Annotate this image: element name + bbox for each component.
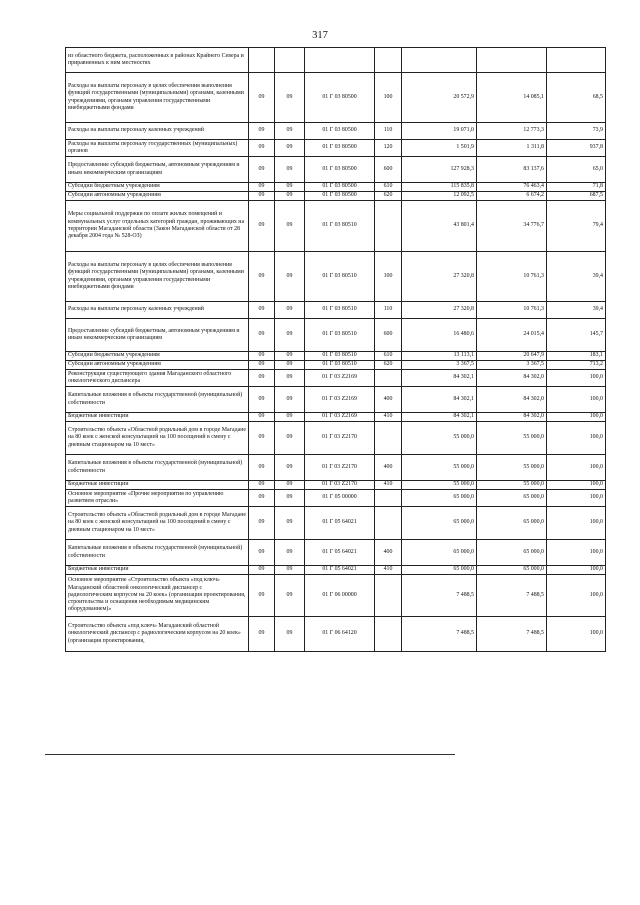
cell-fact: 55 000,0 <box>477 422 547 455</box>
cell-target-article: 01 Г 06 64120 <box>305 617 375 652</box>
cell-expense-type: 610 <box>375 183 402 192</box>
table-row <box>66 387 606 413</box>
cell-target-article <box>305 48 375 73</box>
cell-target-article: 01 Г 06 00000 <box>305 575 375 617</box>
table-row <box>66 370 606 387</box>
cell-fact: 10 761,3 <box>477 302 547 319</box>
table-row <box>66 48 606 73</box>
cell-name: Расходы на выплаты персоналу в целях обеспечения выполнения функций государственными (муниципальными) органами, казенными учреждениями, органами управления государственными внебюджетными фондами <box>66 252 249 302</box>
cell-subsection: 09 <box>275 352 305 361</box>
cell-expense-type: 620 <box>375 361 402 370</box>
cell-name: Строительство объекта «Областной родильный дом в городе Магадане на 80 коек с женской консультацией на 100 посещений в смену с дневным стационаром на 10 мест» <box>66 422 249 455</box>
cell-plan: 65 000,0 <box>402 490 477 507</box>
cell-fact: 14 085,1 <box>477 73 547 123</box>
table-row <box>66 183 606 192</box>
cell-section: 09 <box>249 422 275 455</box>
cell-section: 09 <box>249 507 275 540</box>
cell-section: 09 <box>249 157 275 183</box>
cell-name: Бюджетные инвестиции <box>66 481 249 490</box>
cell-expense-type: 110 <box>375 302 402 319</box>
cell-percent: 100,0 <box>547 507 606 540</box>
cell-target-article: 01 Г 03 Z2169 <box>305 413 375 422</box>
cell-section: 09 <box>249 413 275 422</box>
cell-expense-type: 410 <box>375 413 402 422</box>
cell-expense-type <box>375 507 402 540</box>
cell-plan <box>402 48 477 73</box>
cell-subsection: 09 <box>275 370 305 387</box>
cell-target-article: 01 Г 03 80500 <box>305 140 375 157</box>
cell-name: Меры социальной поддержки по оплате жилых помещений и коммунальных услуг отдельных категорий граждан, проживающих на территории Магаданской области (Закон Магаданской области от 28 декабря 2004 года № 528-ОЗ) <box>66 201 249 252</box>
cell-target-article: 01 Г 03 80500 <box>305 183 375 192</box>
cell-target-article: 01 Г 03 Z2170 <box>305 455 375 481</box>
cell-plan: 1 501,9 <box>402 140 477 157</box>
cell-section: 09 <box>249 370 275 387</box>
cell-percent: 100,0 <box>547 617 606 652</box>
table-row <box>66 413 606 422</box>
cell-fact: 55 000,0 <box>477 481 547 490</box>
cell-target-article: 01 Г 03 80510 <box>305 352 375 361</box>
cell-percent: 39,4 <box>547 302 606 319</box>
cell-section <box>249 48 275 73</box>
cell-target-article: 01 Г 03 Z2170 <box>305 481 375 490</box>
table-row <box>66 455 606 481</box>
cell-expense-type: 410 <box>375 481 402 490</box>
cell-section: 09 <box>249 140 275 157</box>
table-row <box>66 252 606 302</box>
cell-target-article: 01 Г 03 Z2169 <box>305 370 375 387</box>
cell-expense-type: 110 <box>375 123 402 140</box>
table-row <box>66 575 606 617</box>
cell-fact: 24 015,4 <box>477 319 547 352</box>
cell-section: 09 <box>249 123 275 140</box>
cell-name: Субсидии бюджетным учреждениям <box>66 183 249 192</box>
cell-plan: 84 302,1 <box>402 413 477 422</box>
cell-section: 09 <box>249 617 275 652</box>
cell-fact: 84 302,0 <box>477 387 547 413</box>
cell-percent <box>547 48 606 73</box>
cell-fact: 84 302,0 <box>477 413 547 422</box>
table-row <box>66 507 606 540</box>
cell-expense-type <box>375 370 402 387</box>
cell-subsection: 09 <box>275 575 305 617</box>
cell-section: 09 <box>249 201 275 252</box>
cell-subsection: 09 <box>275 422 305 455</box>
cell-percent: 100,0 <box>547 455 606 481</box>
cell-plan: 65 000,0 <box>402 540 477 566</box>
cell-plan: 27 320,8 <box>402 302 477 319</box>
cell-percent: 71,8 <box>547 183 606 192</box>
cell-expense-type <box>375 617 402 652</box>
cell-fact: 83 137,6 <box>477 157 547 183</box>
cell-target-article: 01 Г 03 80510 <box>305 302 375 319</box>
cell-percent: 73,9 <box>547 123 606 140</box>
table-row <box>66 302 606 319</box>
table-row <box>66 140 606 157</box>
cell-expense-type: 400 <box>375 387 402 413</box>
cell-subsection: 09 <box>275 617 305 652</box>
cell-name: Расходы на выплаты персоналу казенных учреждений <box>66 302 249 319</box>
table-row <box>66 490 606 507</box>
cell-expense-type <box>375 201 402 252</box>
cell-fact: 65 000,0 <box>477 490 547 507</box>
cell-section: 09 <box>249 73 275 123</box>
cell-percent: 937,8 <box>547 140 606 157</box>
cell-expense-type: 610 <box>375 352 402 361</box>
cell-expense-type: 600 <box>375 157 402 183</box>
cell-percent: 65,0 <box>547 157 606 183</box>
cell-plan: 7 488,5 <box>402 575 477 617</box>
cell-section: 09 <box>249 575 275 617</box>
cell-plan: 27 320,8 <box>402 252 477 302</box>
cell-section: 09 <box>249 302 275 319</box>
cell-expense-type <box>375 422 402 455</box>
cell-target-article: 01 Г 03 Z2169 <box>305 387 375 413</box>
cell-fact: 20 647,9 <box>477 352 547 361</box>
cell-subsection: 09 <box>275 507 305 540</box>
cell-percent: 100,0 <box>547 422 606 455</box>
cell-percent: 100,0 <box>547 490 606 507</box>
cell-subsection: 09 <box>275 192 305 201</box>
cell-expense-type: 100 <box>375 73 402 123</box>
cell-name: Бюджетные инвестиции <box>66 566 249 575</box>
cell-plan: 84 302,1 <box>402 387 477 413</box>
cell-name: Капитальные вложения в объекты государственной (муниципальной) собственности <box>66 455 249 481</box>
table-row <box>66 566 606 575</box>
cell-name: Субсидии автономным учреждениям <box>66 361 249 370</box>
table-row <box>66 192 606 201</box>
cell-target-article: 01 Г 03 80510 <box>305 361 375 370</box>
cell-expense-type: 120 <box>375 140 402 157</box>
cell-subsection: 09 <box>275 123 305 140</box>
cell-target-article: 01 Г 03 80500 <box>305 192 375 201</box>
cell-percent: 100,0 <box>547 413 606 422</box>
cell-fact: 12 773,3 <box>477 123 547 140</box>
cell-section: 09 <box>249 361 275 370</box>
cell-name: Основное мероприятие «Прочие мероприятия по управлению развитием отрасли» <box>66 490 249 507</box>
cell-fact: 3 367,5 <box>477 361 547 370</box>
cell-target-article: 01 Г 03 80500 <box>305 157 375 183</box>
cell-name: Капитальные вложения в объекты государственной (муниципальной) собственности <box>66 387 249 413</box>
table-row <box>66 352 606 361</box>
cell-plan: 3 367,5 <box>402 361 477 370</box>
cell-name: Субсидии бюджетным учреждениям <box>66 352 249 361</box>
cell-percent: 100,0 <box>547 575 606 617</box>
cell-fact: 76 463,4 <box>477 183 547 192</box>
table-row <box>66 123 606 140</box>
cell-target-article: 01 Г 05 64021 <box>305 566 375 575</box>
cell-target-article: 01 Г 03 80510 <box>305 319 375 352</box>
cell-name: Расходы на выплаты персоналу казенных учреждений <box>66 123 249 140</box>
cell-plan: 20 572,9 <box>402 73 477 123</box>
cell-subsection: 09 <box>275 157 305 183</box>
cell-target-article: 01 Г 03 80510 <box>305 252 375 302</box>
cell-percent: 100,0 <box>547 387 606 413</box>
cell-section: 09 <box>249 352 275 361</box>
cell-target-article: 01 Г 03 80500 <box>305 123 375 140</box>
cell-percent: 79,4 <box>547 201 606 252</box>
cell-subsection: 09 <box>275 413 305 422</box>
cell-name: Капитальные вложения в объекты государственной (муниципальной) собственности <box>66 540 249 566</box>
cell-target-article: 01 Г 05 00000 <box>305 490 375 507</box>
cell-name: из областного бюджета, расположенных в районах Крайнего Севера и приравненных к ним местностях <box>66 48 249 73</box>
cell-expense-type: 400 <box>375 540 402 566</box>
cell-expense-type <box>375 48 402 73</box>
cell-name: Строительство объекта «под ключ» Магаданский областной онкологический диспансер с радиологическим корпусом на 20 коек» (организация проектирования, <box>66 617 249 652</box>
cell-fact: 7 488,5 <box>477 617 547 652</box>
cell-plan: 115 835,8 <box>402 183 477 192</box>
cell-subsection: 09 <box>275 140 305 157</box>
cell-section: 09 <box>249 455 275 481</box>
table-row <box>66 361 606 370</box>
table-row <box>66 540 606 566</box>
cell-name: Реконструкция существующего здания Магаданского областного онкологического диспансера <box>66 370 249 387</box>
cell-expense-type: 620 <box>375 192 402 201</box>
cell-fact <box>477 48 547 73</box>
cell-fact: 84 302,0 <box>477 370 547 387</box>
cell-expense-type: 100 <box>375 252 402 302</box>
cell-subsection: 09 <box>275 540 305 566</box>
cell-expense-type: 410 <box>375 566 402 575</box>
cell-section: 09 <box>249 490 275 507</box>
cell-target-article: 01 Г 05 64021 <box>305 540 375 566</box>
cell-section: 09 <box>249 540 275 566</box>
cell-section: 09 <box>249 387 275 413</box>
cell-section: 09 <box>249 252 275 302</box>
table-row <box>66 73 606 123</box>
cell-name: Строительство объекта «Областной родильный дом в городе Магадане на 80 коек с женской консультацией на 100 посещений в смену с дневным стационаром на 10 мест» <box>66 507 249 540</box>
cell-percent: 183,1 <box>547 352 606 361</box>
cell-name: Расходы на выплаты персоналу в целях обеспечения выполнения функций государственными (муниципальными) органами, казенными учреждениями, органами управления государственными внебюджетными фондами <box>66 73 249 123</box>
cell-subsection: 09 <box>275 252 305 302</box>
footer-rule <box>45 754 455 755</box>
cell-plan: 43 801,4 <box>402 201 477 252</box>
cell-expense-type: 600 <box>375 319 402 352</box>
cell-fact: 1 311,8 <box>477 140 547 157</box>
cell-subsection: 09 <box>275 481 305 490</box>
cell-name: Субсидии автономным учреждениям <box>66 192 249 201</box>
cell-percent: 68,5 <box>547 73 606 123</box>
cell-section: 09 <box>249 566 275 575</box>
cell-plan: 55 000,0 <box>402 422 477 455</box>
cell-name: Предоставление субсидий бюджетным, автономным учреждениям и иным некоммерческим организациям <box>66 319 249 352</box>
cell-plan: 65 000,0 <box>402 566 477 575</box>
cell-subsection: 09 <box>275 73 305 123</box>
cell-subsection: 09 <box>275 455 305 481</box>
table-row <box>66 617 606 652</box>
table-row <box>66 201 606 252</box>
cell-percent: 145,7 <box>547 319 606 352</box>
cell-plan: 16 480,6 <box>402 319 477 352</box>
cell-expense-type <box>375 490 402 507</box>
cell-fact: 65 000,0 <box>477 540 547 566</box>
cell-subsection: 09 <box>275 302 305 319</box>
cell-plan: 12 092,5 <box>402 192 477 201</box>
cell-section: 09 <box>249 481 275 490</box>
cell-target-article: 01 Г 03 80500 <box>305 73 375 123</box>
cell-plan: 127 928,3 <box>402 157 477 183</box>
cell-name: Бюджетные инвестиции <box>66 413 249 422</box>
table-row <box>66 481 606 490</box>
cell-name: Предоставление субсидий бюджетным, автономным учреждениям и иным некоммерческим организациям <box>66 157 249 183</box>
cell-percent: 100,0 <box>547 566 606 575</box>
cell-subsection: 09 <box>275 490 305 507</box>
cell-percent: 100,0 <box>547 481 606 490</box>
cell-fact: 65 000,0 <box>477 566 547 575</box>
cell-fact: 34 776,7 <box>477 201 547 252</box>
cell-target-article: 01 Г 03 Z2170 <box>305 422 375 455</box>
cell-plan: 55 000,0 <box>402 455 477 481</box>
cell-plan: 7 488,5 <box>402 617 477 652</box>
cell-target-article: 01 Г 03 80510 <box>305 201 375 252</box>
cell-expense-type <box>375 575 402 617</box>
cell-plan: 84 302,1 <box>402 370 477 387</box>
table-row <box>66 422 606 455</box>
cell-fact: 65 000,0 <box>477 507 547 540</box>
cell-fact: 6 674,2 <box>477 192 547 201</box>
cell-percent: 39,4 <box>547 252 606 302</box>
cell-subsection: 09 <box>275 319 305 352</box>
cell-fact: 7 488,5 <box>477 575 547 617</box>
cell-percent: 713,2 <box>547 361 606 370</box>
cell-plan: 65 000,0 <box>402 507 477 540</box>
cell-name: Основное мероприятие «Строительство объекта «под ключ» Магаданский областной онкологический диспансер с радиологическим корпусом на 20 коек» (организация проектирования, строительства и оснащения необходимым медицинским оборудованием)» <box>66 575 249 617</box>
table-row <box>66 319 606 352</box>
cell-plan: 13 113,1 <box>402 352 477 361</box>
cell-expense-type: 400 <box>375 455 402 481</box>
page-number: 317 <box>312 30 328 41</box>
cell-subsection: 09 <box>275 387 305 413</box>
cell-target-article: 01 Г 05 64021 <box>305 507 375 540</box>
cell-section: 09 <box>249 192 275 201</box>
cell-name: Расходы на выплаты персоналу государственных (муниципальных) органов <box>66 140 249 157</box>
budget-table <box>65 47 606 652</box>
cell-percent: 100,0 <box>547 540 606 566</box>
cell-subsection <box>275 48 305 73</box>
cell-percent: 687,5 <box>547 192 606 201</box>
cell-fact: 55 000,0 <box>477 455 547 481</box>
cell-plan: 55 000,0 <box>402 481 477 490</box>
cell-percent: 100,0 <box>547 370 606 387</box>
cell-plan: 19 071,0 <box>402 123 477 140</box>
cell-fact: 10 761,3 <box>477 252 547 302</box>
cell-subsection: 09 <box>275 566 305 575</box>
cell-section: 09 <box>249 319 275 352</box>
cell-subsection: 09 <box>275 183 305 192</box>
cell-subsection: 09 <box>275 201 305 252</box>
table-row <box>66 157 606 183</box>
cell-section: 09 <box>249 183 275 192</box>
cell-subsection: 09 <box>275 361 305 370</box>
